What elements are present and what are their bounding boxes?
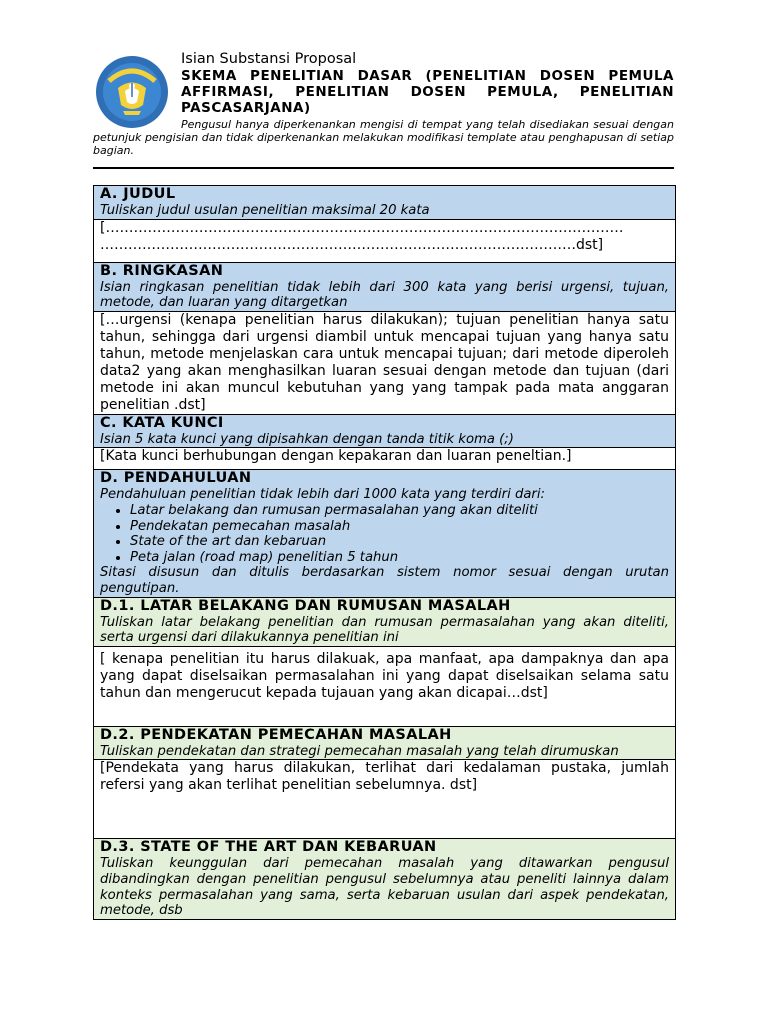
section-ringkasan-content bbox=[94, 311, 676, 414]
section-kata-kunci-header bbox=[94, 414, 676, 448]
section-instruction: Isian 5 kata kunci yang dipisahkan dengan tanda titik koma (;) bbox=[100, 431, 514, 447]
section-content: [Kata kunci berhubungan dengan kepakaran dan luaran peneltian.] bbox=[100, 448, 572, 465]
instruction-note: Pengusul hanya diperkenankan mengisi di tempat yang telah disediakan sesuai dengan petunjuk pengisian dan tidak diperkenankan melakukan modifikasi template atau penghapusan di setiap bagian. bbox=[93, 118, 674, 158]
section-d3-header bbox=[94, 839, 676, 919]
section-heading: B. RINGKASAN bbox=[100, 262, 224, 279]
section-d2-header bbox=[94, 726, 676, 760]
section-instruction: Pendahuluan penelitian tidak lebih dari 1000 kata yang terdiri dari: bbox=[100, 487, 545, 503]
section-d2-content bbox=[94, 760, 676, 839]
bullet-list bbox=[100, 503, 669, 565]
document-header bbox=[181, 51, 674, 116]
list-item: • Peta jalan (road map) penelitian 5 tahun bbox=[130, 550, 669, 566]
section-content: [ kenapa penelitian itu harus dilakuak, apa manfaat, apa dampaknya dan apa yang dapat diselsaikan permasalahan ini yang dapat diselsaikan selama satu tahun dan mengerucut kepada tujauan yang akan dicapai…dst] bbox=[100, 650, 669, 701]
section-judul-content bbox=[94, 219, 676, 262]
section-heading: D. PENDAHULUAN bbox=[100, 470, 252, 487]
section-d1-header bbox=[94, 597, 676, 646]
section-instruction: Tuliskan latar belakang penelitian dan rumusan permasalahan yang akan diteliti, serta urgensi dari dilakukannya penelitian ini bbox=[100, 614, 669, 646]
list-item: • Latar belakang dan rumusan permasalahan yang akan diteliti bbox=[130, 503, 669, 519]
section-instruction: Tuliskan judul usulan penelitian maksimal 20 kata bbox=[100, 203, 430, 218]
section-d1-content bbox=[94, 646, 676, 726]
document-subtitle: Isian Substansi Proposal bbox=[181, 51, 357, 67]
section-heading: D.2. PENDEKATAN PEMECAHAN MASALAH bbox=[100, 726, 452, 743]
section-instruction: Isian ringkasan penelitian tidak lebih dari 300 kata yang berisi urgensi, tujuan, metode, dan luaran yang ditargetkan bbox=[100, 279, 669, 311]
section-heading: D.3. STATE OF THE ART DAN KEBARUAN bbox=[100, 839, 437, 856]
content-line: …………………………………………………………………………………………dst] bbox=[100, 236, 604, 253]
header-divider bbox=[93, 167, 674, 169]
section-heading: C. KATA KUNCI bbox=[100, 414, 224, 431]
section-instruction: Tuliskan keunggulan dari pemecahan masalah yang ditawarkan pengusul dibandingkan dengan penelitian pengusul sebelumnya atau peneliti lainnya dalam konteks permasalahan yang sama, serta kebaruan usulan dari aspek pendekatan, metode, dsb bbox=[100, 856, 669, 919]
document-title: SKEMA PENELITIAN DASAR (PENELITIAN DOSEN PEMULA AFFIRMASI, PENELITIAN DOSEN PEMULA, PENELITIAN PASCASARJANA) bbox=[181, 68, 674, 116]
section-content: [Pendekata yang harus dilakukan, terlihat dari kedalaman pustaka, jumlah refersi yang akan terlihat penelitian sebelumnya. dst] bbox=[100, 760, 669, 794]
list-item: • Pendekatan pemecahan masalah bbox=[130, 519, 669, 535]
section-instruction: Tuliskan pendekatan dan strategi pemecahan masalah yang telah dirumuskan bbox=[100, 743, 619, 759]
content-line: [………………………………………………………………………………………………… bbox=[100, 219, 624, 236]
section-judul-header bbox=[94, 186, 676, 220]
citation-note: Sitasi disusun dan ditulis berdasarkan sistem nomor sesuai dengan urutan pengutipan. bbox=[100, 565, 669, 596]
section-heading: D.1. LATAR BELAKANG DAN RUMUSAN MASALAH bbox=[100, 597, 511, 614]
list-item: • State of the art dan kebaruan bbox=[130, 534, 669, 550]
proposal-form-table bbox=[93, 185, 676, 920]
section-ringkasan-header bbox=[94, 262, 676, 311]
section-pendahuluan-header bbox=[94, 470, 676, 597]
section-heading: A. JUDUL bbox=[100, 186, 176, 202]
section-content: […urgensi (kenapa penelitian harus dilakukan); tujuan penelitian hanya satu tahun, sehingga dari urgensi diambil untuk mencapai tujuan yang hanya satu tahun, metode menjelaskan cara untuk mencapai tujuan; dari metode diperoleh data2 yang akan menghasilkan luaran sesuai dengan metode dan tujuan (dari metode ini akan muncul kebutuhan yang yang tampak pada mata anggaran penelitian .dst] bbox=[100, 311, 669, 413]
section-kata-kunci-content bbox=[94, 448, 676, 470]
